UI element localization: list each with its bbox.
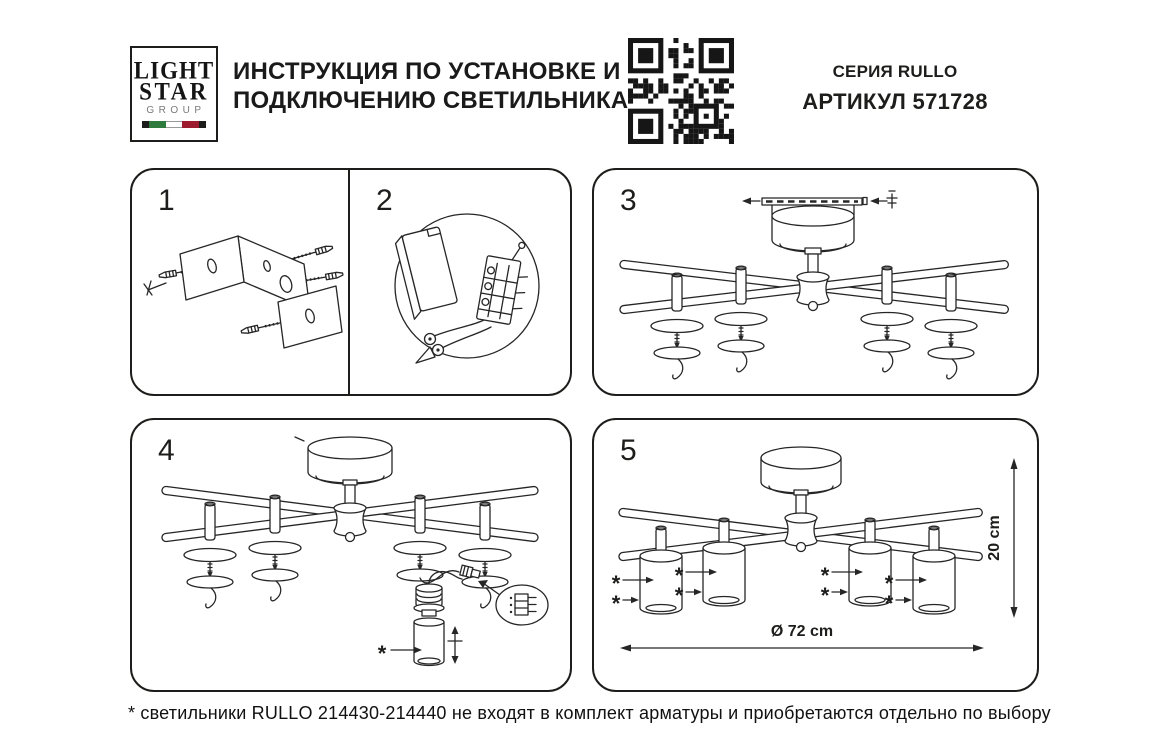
lightstar-logo [130,46,218,142]
ceiling-canopy [295,437,392,542]
product-info [795,62,995,115]
step1-bracket-diagram [140,216,350,366]
svg-text:*: * [674,563,684,588]
spot-lamp [414,584,444,666]
adjust-direction-icon [448,626,462,664]
terminal-detail-bubble [478,580,548,625]
panel-step-4 [130,418,572,692]
svg-text:*: * [611,591,621,616]
diameter-label: Ø 72 cm [770,623,834,640]
step-number-5: 5 [620,434,637,467]
footer-note: * светильники RULLO 214430-214440 не входят в комплект арматуры и приобретаются отдельно по выбору [128,703,1051,723]
height-dimension [986,458,1018,618]
step-number-1: 1 [158,184,175,217]
qr-code [628,38,734,144]
diameter-dimension [620,623,984,652]
svg-text:*: * [611,571,621,596]
step4-assembly-diagram [132,420,566,686]
page-title [233,57,628,115]
step3-frame-diagram [594,170,1033,390]
italian-flag-bar [142,121,206,128]
title-line-2: ПОДКЛЮЧЕНИЮ СВЕТИЛЬНИКА [233,87,629,114]
step-number-3: 3 [620,184,637,217]
panel-step-5 [592,418,1039,692]
height-label: 20 cm [986,515,1003,561]
terminal-block [476,237,533,326]
panel-step-3 [592,168,1039,396]
step-number-2: 2 [376,184,393,217]
logo-word-group: GROUP [146,105,206,116]
svg-text:*: * [884,571,894,596]
screw-icon [144,281,166,295]
logo-word-light: LIGHT [133,57,215,84]
svg-text:*: * [884,591,894,616]
screw-icon [887,191,897,208]
step-number-4: 4 [158,434,175,467]
step2-wiring-diagram [372,198,562,374]
series-label: СЕРИЯ RULLO [832,62,958,81]
asterisk-mark: * [377,641,387,666]
logo-word-star: STAR [139,78,209,105]
step5-dimensions-diagram [594,420,1033,686]
title-line-1: ИНСТРУКЦИЯ ПО УСТАНОВКЕ И [233,58,621,85]
ceiling-cover-plate [394,227,459,320]
panel-steps-1-2 [130,168,572,396]
svg-text:*: * [674,583,684,608]
svg-text:*: * [820,563,830,588]
article-label: АРТИКУЛ 571728 [802,89,988,114]
svg-text:*: * [820,583,830,608]
